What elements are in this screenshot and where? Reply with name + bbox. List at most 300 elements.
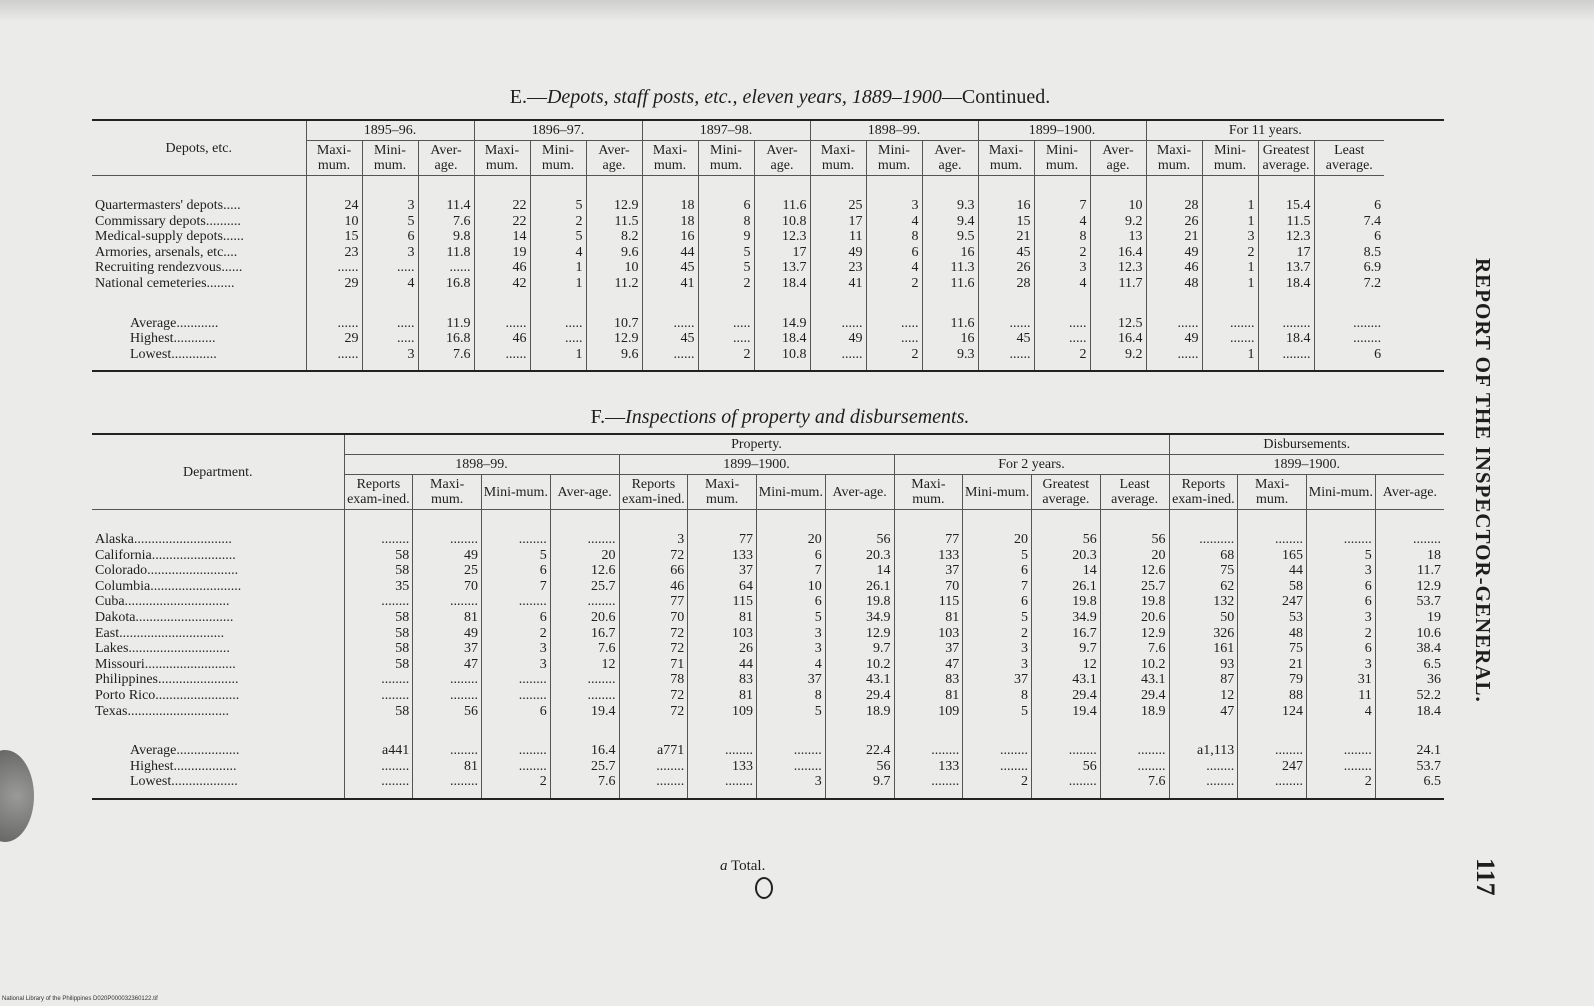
table-cell: 6 [866,245,922,261]
table-e-header-row-1 [92,120,1444,141]
summary-cell: ..... [362,300,418,332]
summary-cell: 2 [482,774,551,799]
table-cell: 19.4 [1032,704,1101,728]
summary-cell: ........ [1307,727,1376,759]
table-cell: 11.3 [922,260,978,276]
table-cell: 18.4 [1375,704,1444,728]
table-cell: 29.4 [825,688,894,704]
summary-cell: 12.5 [1090,300,1146,332]
table-cell: 68 [1169,548,1238,564]
table-cell: 77 [619,594,688,610]
summary-cell: ........ [1258,347,1314,372]
table-f-header-row-1 [92,434,1444,455]
summary-cell: 2 [1307,774,1376,799]
table-cell: 132 [1169,594,1238,610]
table-row [92,214,1444,230]
table-cell: 12.6 [1100,563,1169,579]
summary-cell: 81 [413,759,482,775]
table-cell: 161 [1169,641,1238,657]
summary-cell: 56 [1032,759,1101,775]
table-cell: 5 [963,704,1032,728]
table-cell: 11.8 [418,245,474,261]
table-cell: 11.7 [1375,563,1444,579]
summary-cell: 6.5 [1375,774,1444,799]
table-cell: 70 [894,579,963,595]
table-cell: 6 [482,704,551,728]
table-cell: ........ [413,510,482,548]
table-cell: 58 [344,610,413,626]
footnote: a Total. [720,858,766,874]
table-cell: 3 [482,657,551,673]
table-row [92,688,1444,704]
table-row [92,610,1444,626]
table-cell: 16.4 [1090,245,1146,261]
table-cell: 24 [306,176,362,214]
table-cell: 70 [413,579,482,595]
table-cell: 13.7 [1258,260,1314,276]
summary-cell: ........ [894,727,963,759]
avg-header: Aver-age. [586,141,642,176]
table-cell: 3 [1202,229,1258,245]
summary-cell: 247 [1238,759,1307,775]
avg-header: Aver-age. [1375,475,1444,510]
table-row [92,657,1444,673]
table-cell: 11.5 [1258,214,1314,230]
table-cell: 8.2 [586,229,642,245]
year-group-header: 1898–99. [810,120,978,141]
summary-cell: 9.7 [825,774,894,799]
table-cell: 6.5 [1375,657,1444,673]
table-cell: 66 [619,563,688,579]
two-years-header: For 2 years. [894,455,1169,475]
row-label: Philippines....................... [95,672,239,688]
table-cell: 34.9 [825,610,894,626]
table-cell: 34.9 [1032,610,1101,626]
table-cell: 21 [1238,657,1307,673]
table-cell: 45 [642,260,698,276]
table-cell: 2 [866,276,922,300]
table-row [92,276,1444,300]
summary-cell: 56 [825,759,894,775]
year-group-header: 1896–97. [474,120,642,141]
summary-cell: ....... [1202,300,1258,332]
max-header: Maxi-mum. [413,475,482,510]
table-cell: 1 [1202,176,1258,214]
summary-cell: 2 [963,774,1032,799]
table-cell: 13 [1090,229,1146,245]
table-cell: 81 [688,688,757,704]
table-row [92,176,1444,214]
summary-cell: 7.6 [550,774,619,799]
table-cell: 3 [1307,657,1376,673]
summary-cell: ...... [306,300,362,332]
table-cell: 5 [1307,548,1376,564]
row-label: Missouri.......................... [95,656,236,672]
summary-cell: ...... [810,347,866,372]
avg-header: Aver-age. [825,475,894,510]
table-cell: ........ [344,688,413,704]
table-cell: 72 [619,548,688,564]
summary-cell: ........ [413,727,482,759]
table-cell: 25.7 [1100,579,1169,595]
table-cell: 28 [1146,176,1202,214]
table-e-title: E.—Depots, staff posts, etc., eleven years, 1889–1900—Continued. [509,86,1051,108]
summary-cell: 22.4 [825,727,894,759]
table-e [92,119,1444,372]
table-cell: 71 [619,657,688,673]
reports-header: Reports exam-ined. [619,475,688,510]
table-cell: 37 [757,672,826,688]
table-cell: .......... [1169,510,1238,548]
summary-cell: ....... [1202,331,1258,347]
summary-cell: 16 [922,331,978,347]
property-header: Property. [344,434,1169,455]
table-cell: 9.3 [922,176,978,214]
table-cell: 16 [922,245,978,261]
table-cell: 38.4 [1375,641,1444,657]
summary-cell: ........ [1169,774,1238,799]
summary-cell: ........ [482,727,551,759]
table-cell: 6 [482,563,551,579]
table-cell: 9.7 [825,641,894,657]
table-cell: 13.7 [754,260,810,276]
table-cell: 247 [1238,594,1307,610]
table-cell: 46 [619,579,688,595]
table-cell: ..... [362,260,418,276]
row-label: Quartermasters' depots..... [95,198,241,213]
table-cell: 81 [894,688,963,704]
table-cell: 115 [894,594,963,610]
table-cell: 64 [688,579,757,595]
table-cell: 1 [530,260,586,276]
scan-credit: National Library of the Philippines D020P000032360122.tif [2,996,158,1002]
table-cell: 10.8 [754,214,810,230]
table-cell: 6 [963,594,1032,610]
summary-cell: 12.9 [586,331,642,347]
summary-cell: ...... [474,347,530,372]
max-header: Maxi-mum. [978,141,1034,176]
summary-cell: ..... [530,300,586,332]
table-row [92,229,1444,245]
table-cell: 133 [688,548,757,564]
table-cell: 12.9 [825,626,894,642]
table-cell: 7.6 [1100,641,1169,657]
row-label: National cemeteries........ [95,275,235,291]
table-row [92,626,1444,642]
row-label: Columbia.......................... [95,578,242,594]
table-cell: 17 [1258,245,1314,261]
row-label: Alaska............................ [95,532,232,547]
summary-cell: ..... [698,300,754,332]
summary-cell: ........ [1032,774,1101,799]
max-header: Maxi-mum. [1238,475,1307,510]
table-cell: 10 [586,260,642,276]
table-cell: 2 [1034,245,1090,261]
least-header: Least average. [1100,475,1169,510]
table-cell: 326 [1169,626,1238,642]
table-cell: 50 [1169,610,1238,626]
table-cell: 28 [978,276,1034,300]
table-cell: 5 [530,229,586,245]
table-cell: 4 [1307,704,1376,728]
summary-cell: ........ [619,759,688,775]
table-cell: 77 [688,510,757,548]
table-cell: 9.7 [1032,641,1101,657]
end-mark [755,877,773,899]
running-head: REPORT OF THE INSPECTOR-GENERAL. [1471,258,1495,703]
table-cell: 8 [757,688,826,704]
summary-cell: ........ [1238,774,1307,799]
table-cell: 133 [894,548,963,564]
table-cell: 2 [482,626,551,642]
summary-cell: ...... [810,300,866,332]
table-cell: 9 [698,229,754,245]
table-cell: 58 [344,563,413,579]
table-cell: ........ [1307,510,1376,548]
table-cell: ...... [418,260,474,276]
table-cell: 56 [1100,510,1169,548]
table-cell: ........ [344,510,413,548]
table-cell: 20.6 [550,610,619,626]
table-cell: 18.4 [754,276,810,300]
table-cell: 11.7 [1090,276,1146,300]
table-cell: 2 [963,626,1032,642]
table-cell: 44 [642,245,698,261]
avg-header: Aver-age. [418,141,474,176]
year-group-header: 1897–98. [642,120,810,141]
summary-cell: ..... [698,331,754,347]
table-cell: 7.2 [1314,276,1384,300]
table-cell: 17 [754,245,810,261]
summary-cell: ...... [306,347,362,372]
table-cell: 58 [344,548,413,564]
table-cell: ........ [1375,510,1444,548]
summary-row [92,331,1444,347]
row-label: Commissary depots.......... [95,213,241,229]
table-cell: 44 [1238,563,1307,579]
year-header: 1898–99. [344,455,619,475]
summary-cell: 49 [1146,331,1202,347]
table-row [92,563,1444,579]
table-cell: ........ [550,510,619,548]
table-cell: 10.2 [825,657,894,673]
table-cell: 19 [474,245,530,261]
table-cell: 5 [757,704,826,728]
table-cell: 6 [1314,229,1384,245]
table-cell: 9.5 [922,229,978,245]
table-cell: 6 [1307,594,1376,610]
table-cell: 48 [1146,276,1202,300]
table-cell: 2 [1202,245,1258,261]
summary-cell: 11.6 [922,300,978,332]
table-cell: 5 [963,548,1032,564]
summary-cell: ........ [619,774,688,799]
table-cell: 2 [530,214,586,230]
table-cell: 4 [757,657,826,673]
row-label: Porto Rico........................ [95,687,240,703]
min-header: Mini-mum. [698,141,754,176]
table-cell: 41 [642,276,698,300]
row-label: East.............................. [95,625,225,641]
table-cell: 31 [1307,672,1376,688]
table-cell: 5 [482,548,551,564]
table-cell: 15.4 [1258,176,1314,214]
table-cell: 37 [894,563,963,579]
summary-cell: ........ [482,759,551,775]
table-cell: 81 [688,610,757,626]
table-cell: 10.2 [1100,657,1169,673]
table-cell: 18.4 [1258,276,1314,300]
table-cell: 26 [978,260,1034,276]
table-cell: 8 [866,229,922,245]
table-cell: 41 [810,276,866,300]
summary-cell: ..... [362,331,418,347]
table-cell: 6 [482,610,551,626]
row-label: Texas............................. [95,703,229,719]
table-cell: ........ [482,594,551,610]
table-row [92,579,1444,595]
table-cell: 21 [1146,229,1202,245]
table-cell: 5 [963,610,1032,626]
table-row [92,641,1444,657]
table-cell: 115 [688,594,757,610]
table-cell: 4 [1034,214,1090,230]
table-cell: 11.6 [922,276,978,300]
table-cell: 6 [1307,641,1376,657]
reports-header: Reports exam-ined. [1169,475,1238,510]
table-cell: 1 [1202,276,1258,300]
summary-cell: 7.6 [418,347,474,372]
table-cell: 9.4 [922,214,978,230]
table-cell: 49 [1146,245,1202,261]
min-header: Mini-mum. [530,141,586,176]
table-cell: 17 [810,214,866,230]
table-cell: 72 [619,626,688,642]
table-cell: 25 [810,176,866,214]
table-cell: 4 [530,245,586,261]
min-header: Mini-mum. [1034,141,1090,176]
summary-cell: 3 [757,774,826,799]
table-cell: 29.4 [1100,688,1169,704]
table-cell: 11 [1307,688,1376,704]
table-cell: 26.1 [825,579,894,595]
table-cell: 23 [810,260,866,276]
table-cell: 1 [530,276,586,300]
table-cell: 75 [1238,641,1307,657]
table-cell: 11.6 [754,176,810,214]
table-cell: ........ [1238,510,1307,548]
summary-row [92,300,1444,332]
table-cell: 46 [474,260,530,276]
summary-cell: ...... [1146,347,1202,372]
summary-label: Highest............ [130,331,216,347]
table-cell: 3 [619,510,688,548]
table-cell: 58 [1238,579,1307,595]
row-label: California........................ [95,547,236,563]
summary-cell: ........ [1307,759,1376,775]
summary-cell: ........ [963,759,1032,775]
table-cell: 18.9 [825,704,894,728]
avg-header: Aver-age. [550,475,619,510]
summary-cell: 10.7 [586,300,642,332]
table-cell: 4 [866,214,922,230]
table-cell: 14 [825,563,894,579]
table-cell: 4 [866,260,922,276]
summary-cell: ..... [1034,300,1090,332]
summary-cell: 9.2 [1090,347,1146,372]
summary-cell: 18.4 [1258,331,1314,347]
table-cell: 19 [1375,610,1444,626]
table-cell: 12.9 [1375,579,1444,595]
table-cell: 16.8 [418,276,474,300]
summary-cell: ........ [894,774,963,799]
year-header: 1899–1900. [619,455,894,475]
greatest-header: Greatest average. [1032,475,1101,510]
table-cell: 23 [306,245,362,261]
table-cell: ........ [344,672,413,688]
table-cell: 9.6 [586,245,642,261]
table-cell: 58 [344,657,413,673]
table-cell: 16 [978,176,1034,214]
table-cell: 11.2 [586,276,642,300]
table-cell: 9.2 [1090,214,1146,230]
table-cell: 12.3 [754,229,810,245]
table-cell: ........ [482,688,551,704]
summary-cell: 9.3 [922,347,978,372]
summary-cell: ........ [1314,331,1384,347]
table-cell: 19.8 [1100,594,1169,610]
row-label: Medical-supply depots...... [95,229,244,245]
table-cell: 16.7 [1032,626,1101,642]
summary-cell: 133 [894,759,963,775]
table-cell: 14 [1032,563,1101,579]
table-cell: 53 [1238,610,1307,626]
table-cell: 12 [1169,688,1238,704]
table-cell: 37 [963,672,1032,688]
table-cell: 72 [619,688,688,704]
table-cell: 15 [306,229,362,245]
table-cell: 5 [530,176,586,214]
table-cell: 6 [1314,176,1384,214]
summary-cell: 25.7 [550,759,619,775]
table-cell: 109 [688,704,757,728]
table-cell: 6 [698,176,754,214]
table-cell: 6 [1307,579,1376,595]
summary-cell: a771 [619,727,688,759]
table-cell: ........ [550,672,619,688]
table-row [92,548,1444,564]
row-label: Cuba.............................. [95,594,230,610]
table-cell: 14 [474,229,530,245]
table-cell: ...... [306,260,362,276]
summary-cell: 1 [530,347,586,372]
summary-cell: ..... [866,331,922,347]
least-header: Least average. [1314,141,1384,176]
table-cell: 35 [344,579,413,595]
table-cell: 93 [1169,657,1238,673]
summary-cell: ........ [757,727,826,759]
year-group-header: 1895–96. [306,120,474,141]
table-cell: 25.7 [550,579,619,595]
summary-cell: ...... [978,347,1034,372]
table-cell: 8 [1034,229,1090,245]
table-cell: 103 [894,626,963,642]
table-cell: 77 [894,510,963,548]
table-cell: 10 [757,579,826,595]
summary-cell: ..... [866,300,922,332]
summary-cell: ........ [963,727,1032,759]
row-label: Colorado.......................... [95,563,239,579]
